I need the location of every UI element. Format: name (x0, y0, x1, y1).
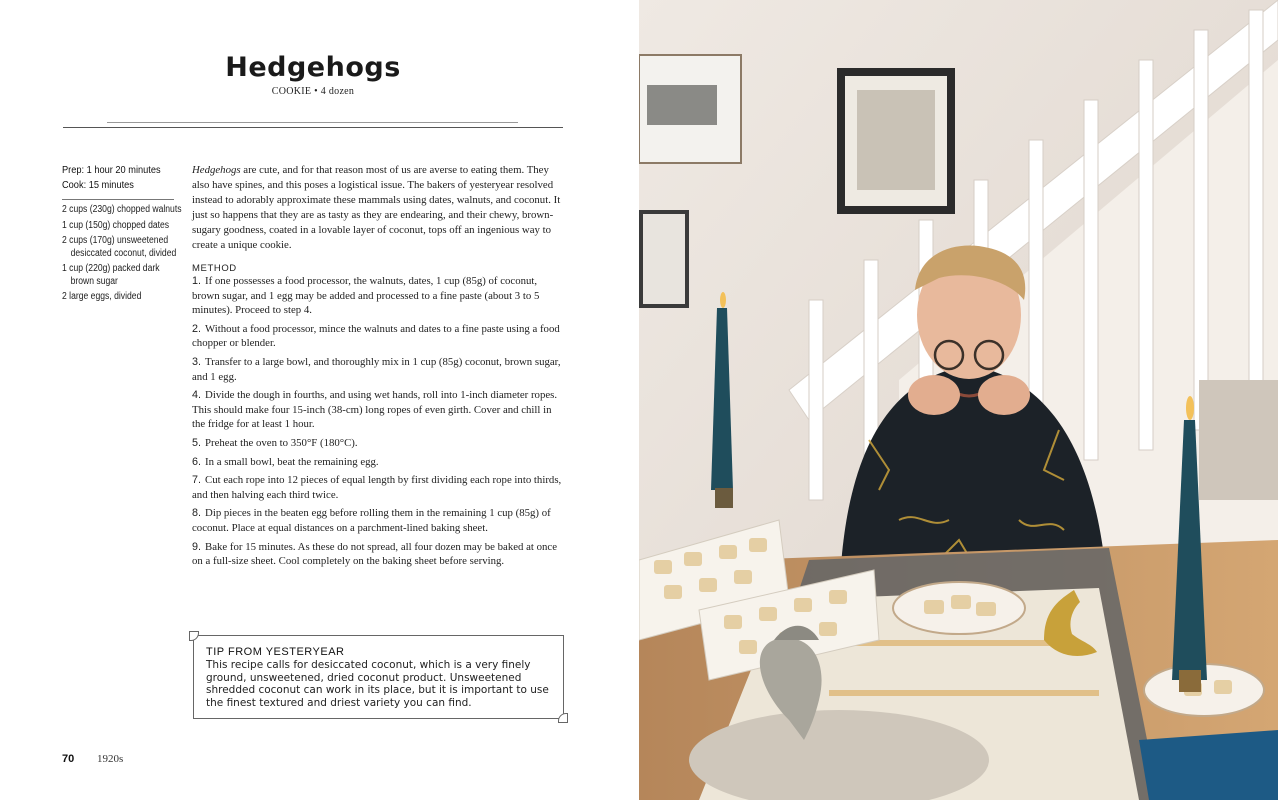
recipe-title: Hedgehogs (225, 52, 401, 83)
sidebar-rule (62, 199, 174, 200)
title-rule (63, 127, 563, 128)
recipe-sidebar (62, 163, 182, 307)
ingredient-item: 1 cup (220g) packed dark brown sugar (62, 263, 160, 287)
step-number: 2. (192, 322, 202, 335)
step-number: 3. (192, 355, 202, 368)
method-steps (192, 274, 563, 569)
step-text: Bake for 15 minutes. As these do not spread, all four dozen may be baked at once on a full-size sheet. Cool completely on the baking sheet before serving. (192, 540, 558, 568)
recipe-body (192, 163, 563, 573)
intro-lead: Hedgehogs (192, 164, 241, 176)
method-step (192, 436, 563, 451)
ingredient-list (62, 204, 182, 304)
ingredient-item: 2 large eggs, divided (62, 291, 142, 302)
recipe-photo (639, 0, 1278, 800)
method-step (192, 322, 563, 351)
step-number: 4. (192, 389, 202, 402)
ingredient-item: 2 cups (170g) unsweetened desiccated coconut, divided (62, 235, 177, 259)
chapter-label: 1920s (97, 753, 124, 765)
step-number: 6. (192, 455, 202, 468)
step-text: Preheat the oven to 350°F (180°C). (205, 436, 358, 449)
step-number: 7. (192, 474, 202, 487)
recipe-intro (192, 163, 563, 253)
method-step (192, 506, 563, 535)
step-text: Transfer to a large bowl, and thoroughly mix in 1 cup (85g) coconut, brown sugar, and 1 egg. (192, 355, 561, 383)
prep-time: Prep: 1 hour 20 minutes (62, 164, 161, 176)
method-step (192, 473, 563, 502)
step-text: Cut each rope into 12 pieces of equal length by first dividing each rope into thirds, and then halving each third twice. (192, 474, 562, 501)
intro-text: are cute, and for that reason most of us are averse to eating them. They also have spines, and this poses a logistical issue. The bakers of yesteryear resolved instead to adorably approximate these mammals using dates, walnuts, and coconut. It just so happens that they are as tasty as they are endearing, and their chewy, brown-sugary goodness, coated in a lovable layer of coconut, tops off an ingenious way to create a unique cookie. (192, 164, 561, 251)
method-step (192, 540, 563, 569)
step-text: Without a food processor, mince the walnuts and dates to a fine paste using a food chopper or blender. (192, 322, 560, 350)
page-number: 70 (62, 753, 75, 765)
step-text: In a small bowl, beat the remaining egg. (205, 455, 379, 468)
step-number: 1. (192, 275, 202, 287)
tip-box (193, 635, 564, 719)
recipe-subtitle: COOKIE • 4 dozen (271, 86, 355, 97)
tip-title: TIP FROM YESTERYEAR (206, 646, 345, 658)
method-step (192, 388, 563, 432)
step-number: 9. (192, 540, 202, 553)
method-heading: METHOD (192, 263, 237, 274)
photo-person-with-cookies-icon (639, 0, 1278, 800)
step-text: If one possesses a food processor, the walnuts, dates, 1 cup (85g) of coconut, brown sugar, and 1 egg may be added and processed to a fine paste (about 3 to 5 minutes). Proceed to step 4. (192, 275, 540, 317)
ingredient-item: 2 cups (230g) chopped walnuts (62, 204, 182, 215)
step-number: 5. (192, 436, 202, 449)
cook-time: Cook: 15 minutes (62, 179, 134, 191)
method-step (192, 355, 563, 384)
step-text: Dip pieces in the beaten egg before rolling them in the remaining 1 cup (85g) of coconut. Place at equal distances on a parchment-lined baking sheet. (192, 507, 551, 534)
step-text: Divide the dough in fourths, and using wet hands, roll into 1-inch diameter ropes. This should make four 15-inch (38-cm) long ropes of even girth. Cover and chill in the fridge for at least 1 hour. (192, 389, 558, 431)
step-number: 8. (192, 507, 202, 520)
method-step (192, 455, 563, 470)
tip-text: This recipe calls for desiccated coconut, which is a very finely ground, unsweetened, dried coconut product. Unsweetened shredded coconut can work in its place, but it is important to use the finest textured and driest variety you can find. (206, 659, 549, 709)
ingredient-item: 1 cup (150g) chopped dates (62, 219, 170, 231)
method-step (192, 274, 563, 318)
title-rule-top (107, 122, 518, 123)
